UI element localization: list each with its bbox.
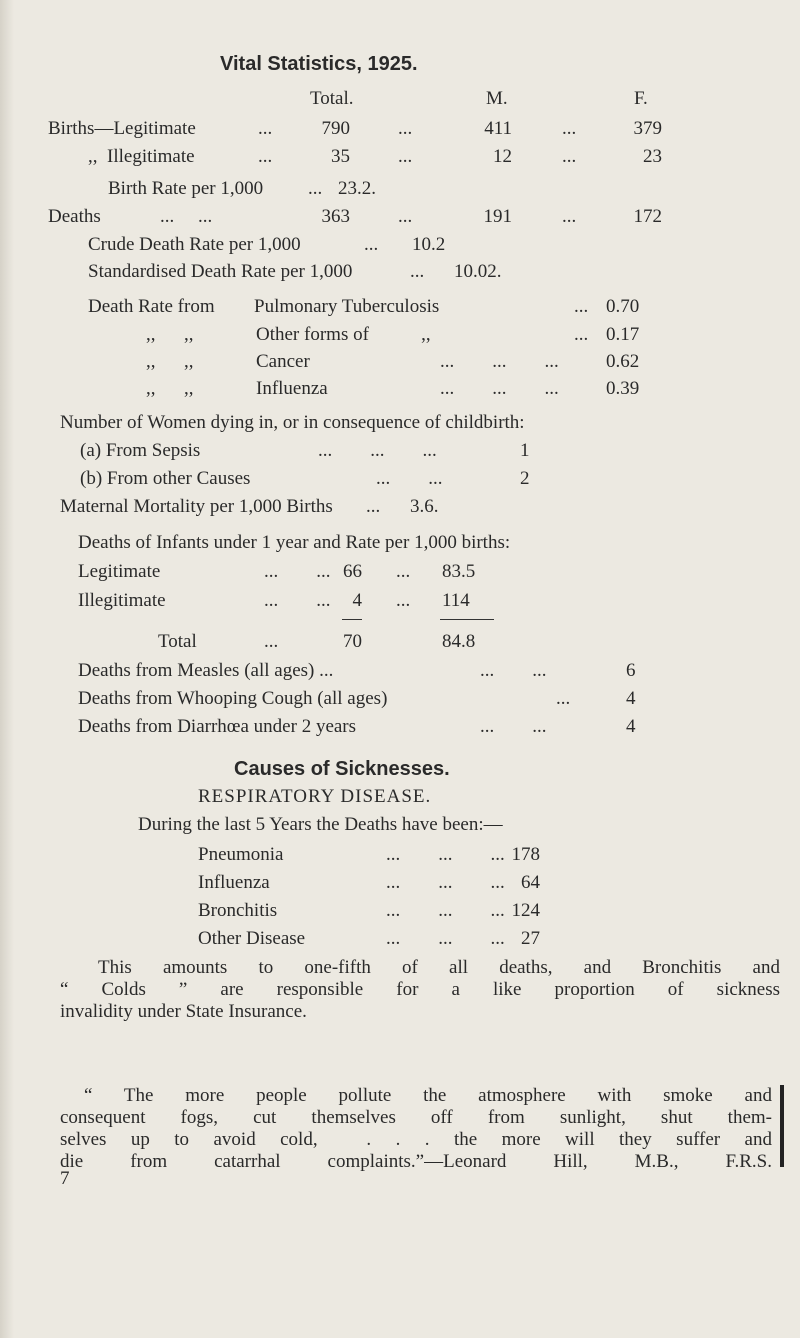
death-rate-label-1: Other forms of ,, — [256, 324, 431, 345]
infants-deaths-rule — [342, 619, 362, 620]
maternal-mortality-value: 3.6. — [410, 496, 439, 517]
death-rate-dots-0: ... — [574, 296, 589, 317]
births-illegitimate-total: 35 — [331, 146, 350, 167]
other-death-value-2: 4 — [626, 716, 636, 737]
infants-row-1-rate: 114 — [442, 590, 470, 611]
death-rate-value-1: 0.17 — [606, 324, 640, 345]
quote-margin-bar — [780, 1085, 784, 1167]
death-rate-label-0: Pulmonary Tuberculosis — [254, 296, 440, 317]
births-legitimate-dots: ... — [258, 118, 273, 139]
sickness-row-0-label: Pneumonia — [198, 844, 284, 865]
death-rate-label-2: Cancer — [256, 351, 310, 372]
summary-line-1: “ Colds ” are responsible for a like proportion of sickness — [60, 979, 780, 1000]
crude-death-rate-dots: ... — [364, 234, 379, 255]
death-rate-value-3: 0.39 — [606, 378, 640, 399]
infants-total-dots: ... — [264, 631, 279, 652]
sickness-row-3-dots: ... ... ... — [386, 928, 505, 949]
death-rate-label-3: Influenza — [256, 378, 328, 399]
infants-row-1-dots: ... ... — [264, 590, 331, 611]
infants-row-1-deaths: 4 — [352, 590, 362, 611]
births-legitimate-total: 790 — [321, 118, 350, 139]
births-legitimate-m: 411 — [484, 118, 512, 139]
births-dots-f: ... — [562, 118, 577, 139]
quote-line-2: selves up to avoid cold, . . . the more will they suffer and — [60, 1129, 772, 1150]
death-rate-value-0: 0.70 — [606, 296, 640, 317]
sickness-row-0-value: 178 — [511, 844, 540, 865]
standardised-death-rate-dots: ... — [410, 261, 425, 282]
maternal-intro: Number of Women dying in, or in consequence of childbirth: — [60, 412, 525, 433]
death-rate-dots-3: ... ... ... — [440, 378, 559, 399]
infants-row-1-label: Illegitimate — [78, 590, 166, 611]
deaths-dots-m: ... — [398, 206, 413, 227]
sickness-intro: During the last 5 Years the Deaths have been:— — [138, 814, 503, 835]
standardised-death-rate-value: 10.02. — [454, 261, 502, 282]
deaths-dots-f: ... — [562, 206, 577, 227]
infants-total-deaths: 70 — [343, 631, 362, 652]
infants-row-0-label: Legitimate — [78, 561, 161, 582]
deaths-m: 191 — [483, 206, 512, 227]
page-title: Vital Statistics, 1925. — [220, 53, 418, 75]
birth-rate-label: Birth Rate per 1,000 — [108, 178, 264, 199]
quote-block — [60, 1085, 772, 1173]
maternal-other-value: 2 — [520, 468, 530, 489]
sickness-subtitle: RESPIRATORY DISEASE. — [198, 786, 432, 807]
sickness-row-2-value: 124 — [511, 900, 540, 921]
sickness-row-2-dots: ... ... ... — [386, 900, 505, 921]
other-death-dots-1: ... — [556, 688, 571, 709]
death-rate-value-2: 0.62 — [606, 351, 640, 372]
sickness-title: Causes of Sicknesses. — [234, 758, 450, 780]
births-illegitimate-label: ,, Illegitimate — [88, 146, 195, 167]
death-rate-prefix-0: Death Rate from — [88, 296, 215, 317]
maternal-mortality-label: Maternal Mortality per 1,000 Births — [60, 496, 333, 517]
births-illegitimate-dots-f: ... — [562, 146, 577, 167]
sickness-row-0-dots: ... ... ... — [386, 844, 505, 865]
quote-line-3: die from catarrhal complaints.”—Leonard Hill, M.B., F.R.S. — [60, 1151, 772, 1172]
sickness-row-2-label: Bronchitis — [198, 900, 278, 921]
sickness-row-1-label: Influenza — [198, 872, 270, 893]
other-death-value-1: 4 — [626, 688, 636, 709]
infants-intro: Deaths of Infants under 1 year and Rate per 1,000 births: — [78, 532, 511, 553]
births-legitimate-label: Births—Legitimate — [48, 118, 196, 139]
other-death-value-0: 6 — [626, 660, 636, 681]
standardised-death-rate-label: Standardised Death Rate per 1,000 — [88, 261, 353, 282]
other-death-dots-2: ... ... — [480, 716, 547, 737]
crude-death-rate-label: Crude Death Rate per 1,000 — [88, 234, 301, 255]
births-legitimate-f: 379 — [633, 118, 662, 139]
sickness-row-3-label: Other Disease — [198, 928, 306, 949]
maternal-sepsis-dots: ... ... ... — [318, 440, 437, 461]
other-death-dots-0: ... ... — [480, 660, 547, 681]
maternal-other-dots: ... ... — [376, 468, 443, 489]
other-death-label-0: Deaths from Measles (all ages) ... — [78, 660, 334, 681]
birth-rate-value: 23.2. — [338, 178, 376, 199]
summary-line-2: invalidity under State Insurance. — [60, 1001, 307, 1022]
death-rate-prefix-3: ,, ,, — [146, 378, 194, 399]
header-female: F. — [634, 88, 648, 109]
sickness-summary — [60, 957, 780, 1023]
deaths-dots: ... ... — [160, 206, 213, 227]
deaths-label: Deaths — [48, 206, 101, 227]
page-edge-shadow — [0, 0, 14, 1338]
sickness-row-3-value: 27 — [521, 928, 540, 949]
birth-rate-dots: ... — [308, 178, 323, 199]
infants-total-label: Total — [158, 631, 197, 652]
death-rate-prefix-1: ,, ,, — [146, 324, 194, 345]
births-illegitimate-dots: ... — [258, 146, 273, 167]
death-rate-dots-1: ... — [574, 324, 589, 345]
sickness-row-1-value: 64 — [521, 872, 540, 893]
infants-row-0-dots2: ... — [396, 561, 411, 582]
infants-rate-rule — [440, 619, 494, 620]
births-dots-m: ... — [398, 118, 413, 139]
births-illegitimate-m: 12 — [493, 146, 512, 167]
births-illegitimate-dots-m: ... — [398, 146, 413, 167]
births-illegitimate-f: 23 — [643, 146, 662, 167]
infants-row-0-deaths: 66 — [343, 561, 362, 582]
maternal-sepsis-label: (a) From Sepsis — [80, 440, 201, 461]
death-rate-prefix-2: ,, ,, — [146, 351, 194, 372]
header-male: M. — [486, 88, 508, 109]
crude-death-rate-value: 10.2 — [412, 234, 446, 255]
page-number: 7 — [60, 1168, 70, 1189]
other-death-label-2: Deaths from Diarrhœa under 2 years — [78, 716, 357, 737]
deaths-total: 363 — [321, 206, 350, 227]
infants-row-0-dots: ... ... — [264, 561, 331, 582]
header-total: Total. — [310, 88, 354, 109]
other-death-label-1: Deaths from Whooping Cough (all ages) — [78, 688, 388, 709]
sickness-row-1-dots: ... ... ... — [386, 872, 505, 893]
infants-row-1-dots2: ... — [396, 590, 411, 611]
maternal-mortality-dots: ... — [366, 496, 381, 517]
deaths-f: 172 — [633, 206, 662, 227]
maternal-sepsis-value: 1 — [520, 440, 530, 461]
maternal-other-label: (b) From other Causes — [80, 468, 251, 489]
infants-row-0-rate: 83.5 — [442, 561, 476, 582]
death-rate-dots-2: ... ... ... — [440, 351, 559, 372]
quote-line-0: “ The more people pollute the atmosphere with smoke and — [84, 1085, 772, 1106]
summary-line-0: This amounts to one-fifth of all deaths, and Bronchitis and — [98, 957, 780, 978]
infants-total-rate: 84.8 — [442, 631, 476, 652]
quote-line-1: consequent fogs, cut themselves off from sunlight, shut them- — [60, 1107, 772, 1128]
